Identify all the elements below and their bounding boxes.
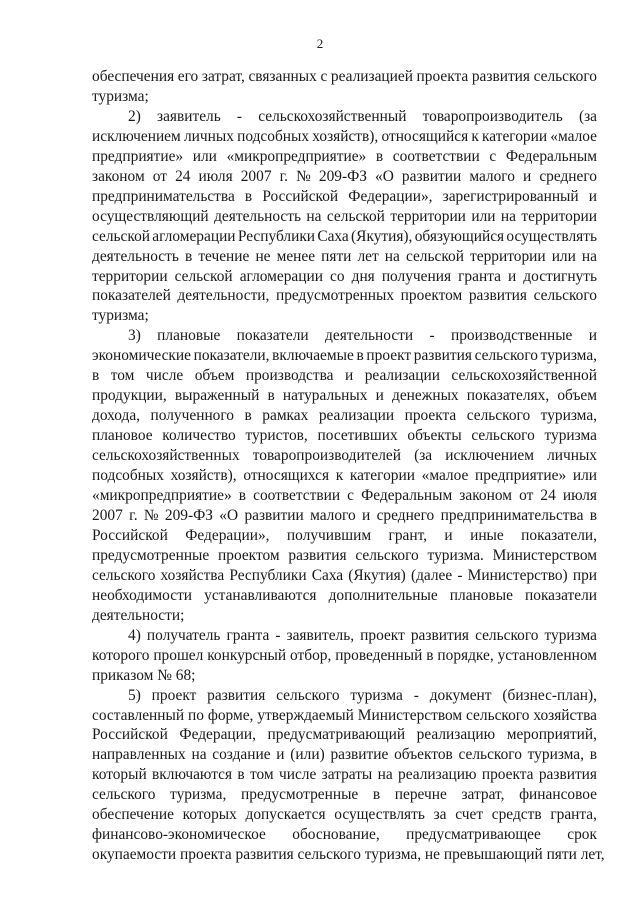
text-line: сельской агломерации Республики Саха (Якутия), обязующийся осуществлять: [92, 227, 597, 245]
text-line: предусмотренные проектом развития сельского туризма. Министерством: [92, 546, 597, 564]
text-line: 4) получатель гранта - заявитель, проект развития сельского туризма: [128, 626, 597, 644]
text-line: 2007 г. № 209-ФЗ «О развитии малого и среднего предпринимательства в: [92, 506, 597, 524]
text-line: деятельность в течение не менее пяти лет на сельской территории или на: [92, 247, 597, 265]
text-line: в том числе объем производства и реализации сельскохозяйственной: [92, 367, 597, 385]
text-line: экономические показатели, включаемые в проект развития сельского туризма,: [92, 347, 597, 365]
text-line: «микропредприятие» в соответствии с Федеральным законом от 24 июля: [92, 487, 597, 505]
text-line: территории сельской агломерации со дня получения гранта и достигнуть: [92, 267, 597, 285]
text-line: подсобных хозяйств), относящихся к категории «малое предприятие» или: [92, 467, 597, 485]
paragraph-item-2: [92, 107, 597, 326]
text-line: обеспечения его затрат, связанных с реализацией проекта развития сельского: [92, 68, 597, 85]
text-line: 5) проект развития сельского туризма - документ (бизнес-план),: [128, 686, 597, 704]
text-line: направленных на создание и (или) развитие объектов сельского туризма, в: [92, 746, 597, 764]
paragraph-item-3: [92, 326, 597, 625]
paragraph-item-5: [92, 686, 605, 866]
document-body: [92, 67, 605, 865]
text-line: дохода, полученного в рамках реализации проекта сельского туризма,: [92, 407, 597, 425]
text-line: туризма;: [92, 87, 149, 105]
text-line: Российской Федерации, предусматривающий реализацию мероприятий,: [92, 726, 597, 744]
paragraph-continuation: [92, 67, 597, 107]
text-line: показателей деятельности, предусмотренных проектом развития сельского: [92, 287, 597, 305]
text-line: законом от 24 июля 2007 г. № 209-ФЗ «О развитии малого и среднего: [92, 167, 597, 185]
text-line: составленный по форме, утверждаемый Министерством сельского хозяйства: [92, 706, 597, 724]
text-line: Российской Федерации», получившим грант, и иные показатели,: [92, 526, 597, 544]
text-line: сельского туризма, предусмотренные в перечне затрат, финансовое: [92, 786, 597, 804]
text-line: продукции, выраженный в натуральных и денежных показателях, объем: [92, 387, 597, 405]
text-line: необходимости устанавливаются дополнительные плановые показатели: [92, 586, 597, 604]
text-line: деятельности;: [92, 606, 185, 624]
page-number: 2: [316, 36, 324, 51]
text-line: сельского хозяйства Республики Саха (Якутия) (далее - Министерство) при: [92, 566, 597, 584]
text-line: финансово-экономическое обоснование, предусматривающее срок: [92, 826, 597, 844]
text-line: исключением личных подсобных хозяйств), относящийся к категории «малое: [92, 127, 597, 145]
text-line: туризма;: [92, 307, 149, 325]
text-line: 3) плановые показатели деятельности - производственные и: [128, 327, 597, 345]
text-line: сельскохозяйственных товаропроизводителей (за исключением личных: [92, 447, 597, 465]
text-line: окупаемости проекта развития сельского туризма, не превышающий пяти лет,: [92, 846, 605, 864]
text-line: предприятие» или «микропредприятие» в соответствии с Федеральным: [92, 147, 597, 165]
text-line: которого прошел конкурсный отбор, проведенный в порядке, установленном: [92, 646, 597, 664]
text-line: 2) заявитель - сельскохозяйственный товаропроизводитель (за: [128, 107, 597, 125]
text-line: который включаются в том числе затраты на реализацию проекта развития: [92, 766, 597, 784]
text-line: плановое количество туристов, посетивших объекты сельского туризма: [92, 427, 597, 445]
paragraph-item-4: [92, 626, 597, 686]
text-line: предпринимательства в Российской Федерации», зарегистрированный и: [92, 187, 597, 205]
text-line: приказом № 68;: [92, 666, 196, 684]
text-line: осуществляющий деятельность на сельской территории или на территории: [92, 207, 597, 225]
text-line: обеспечение которых допускается осуществлять за счет средств гранта,: [92, 806, 597, 824]
